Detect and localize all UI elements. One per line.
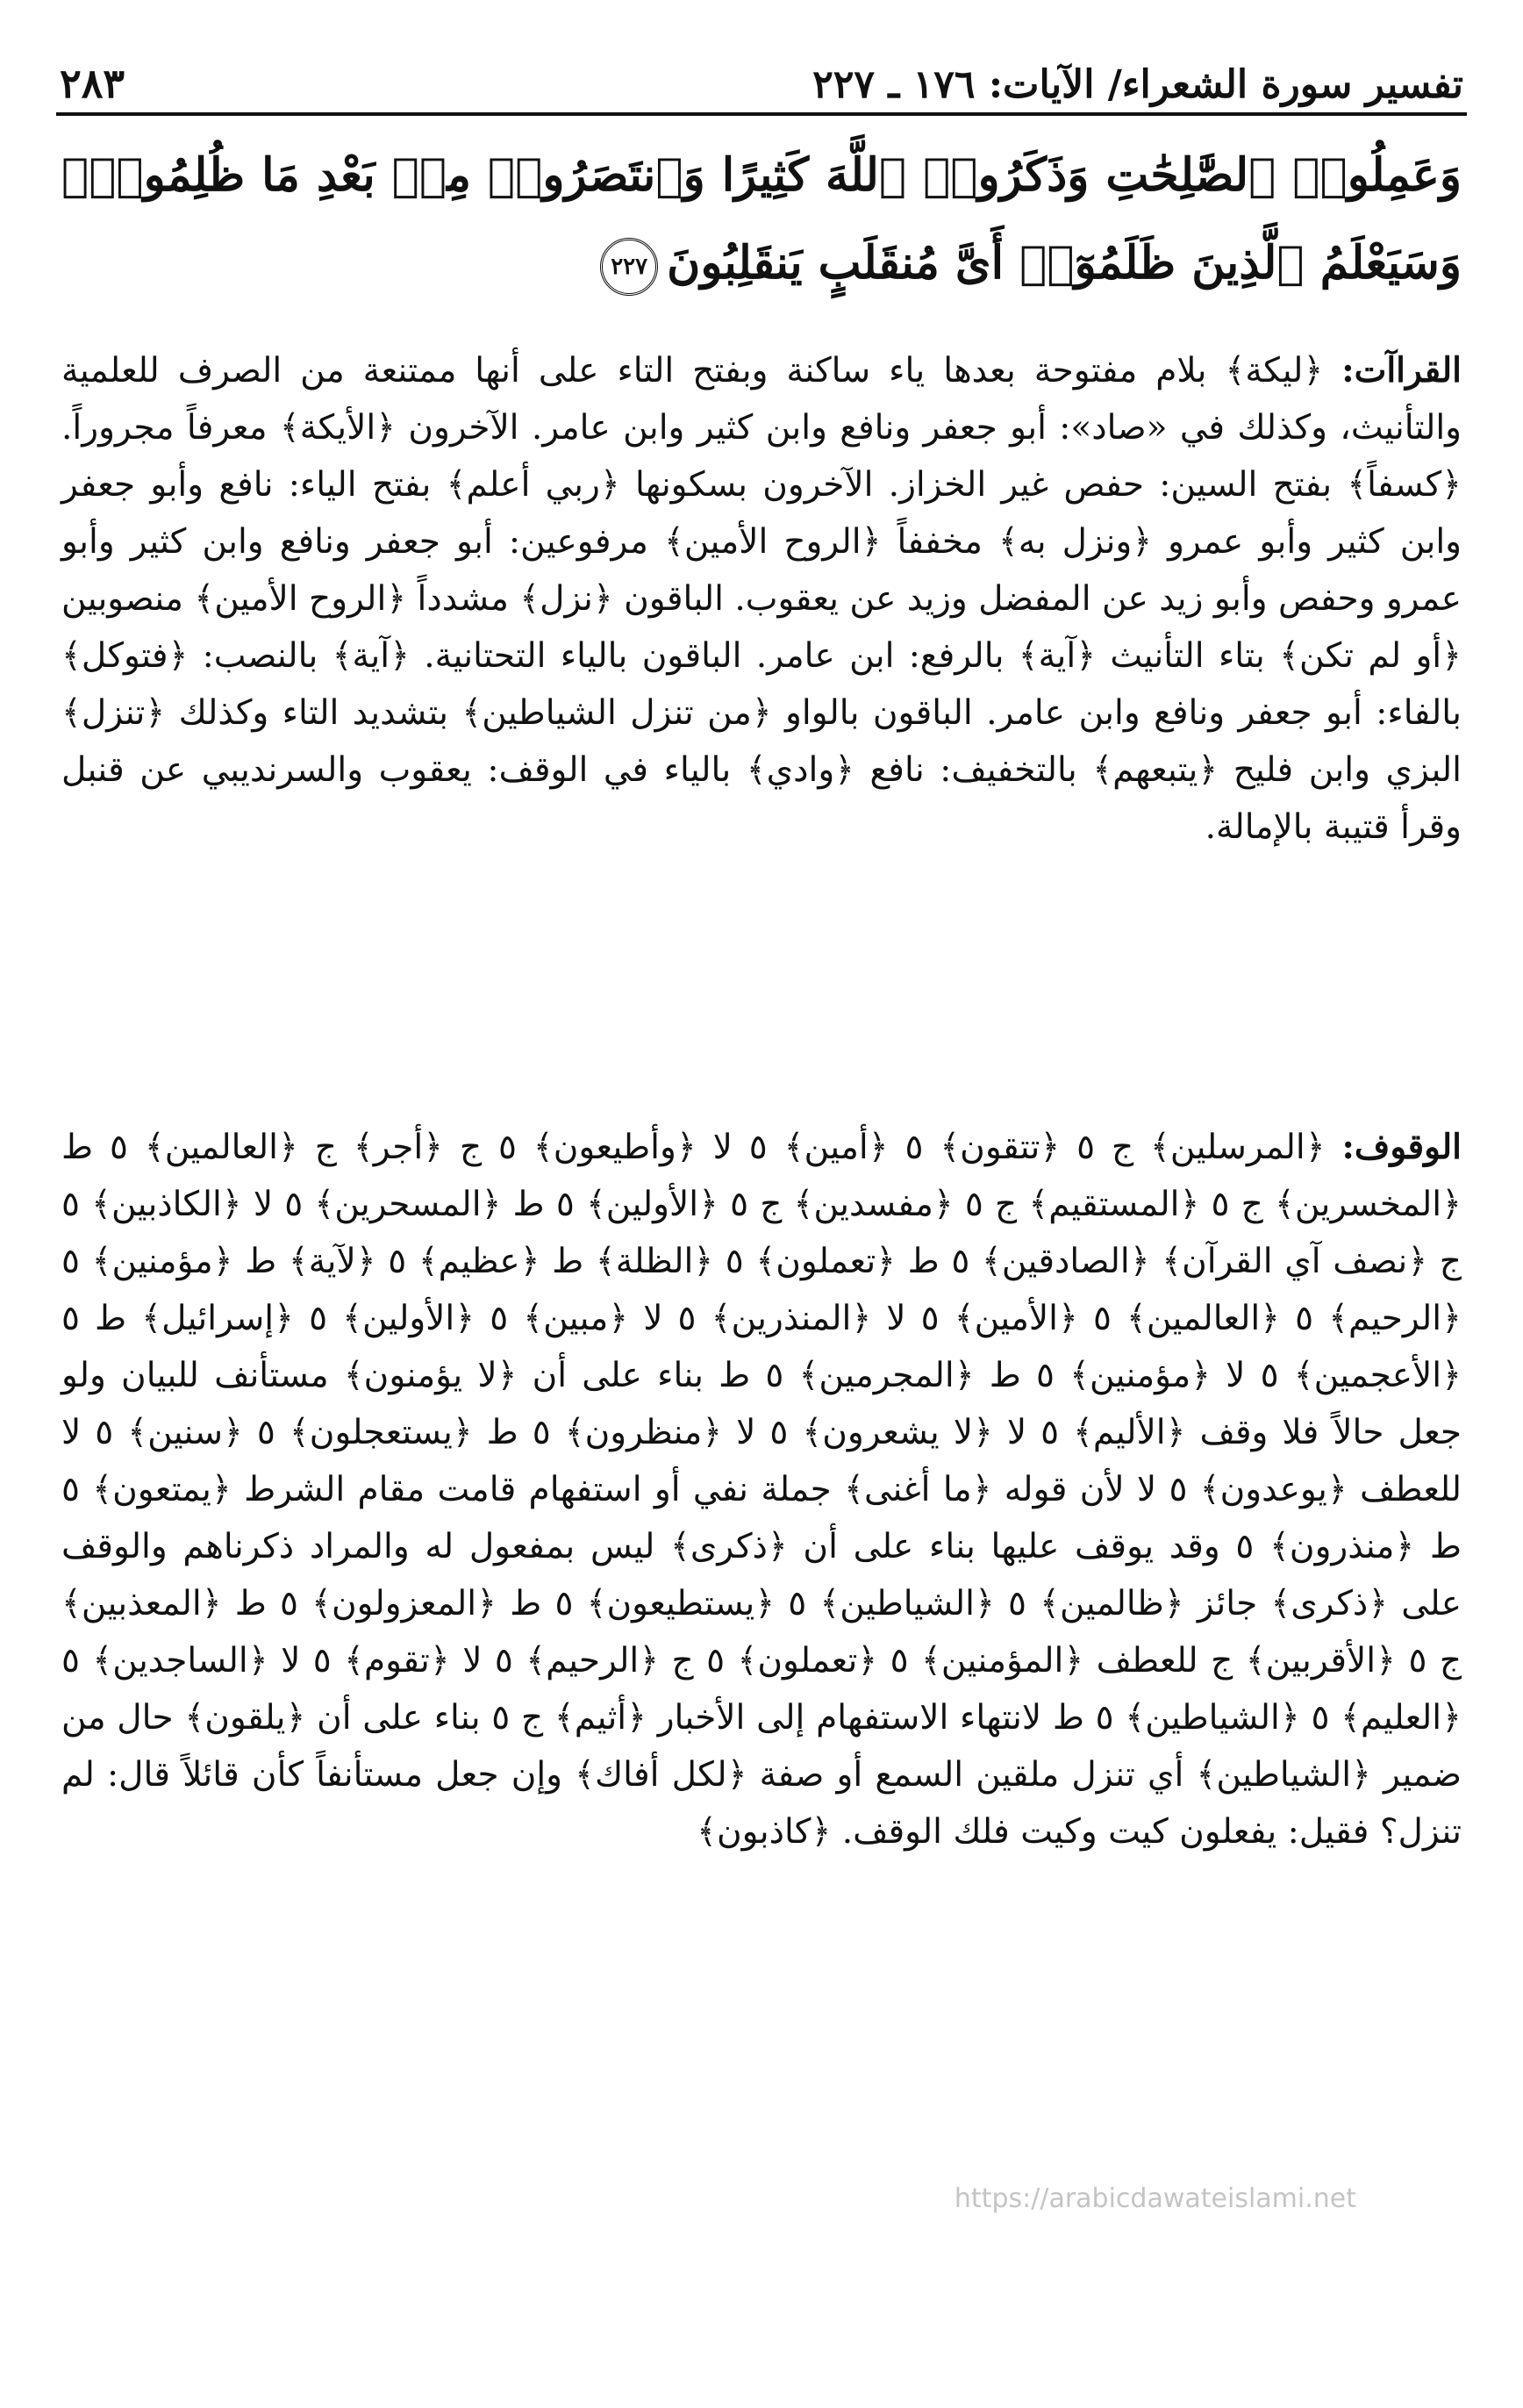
pauses-text: ﴿المرسلين﴾ ج ٥ ﴿تتقون﴾ ٥ ﴿أمين﴾ ٥ لا ﴿وأطيعون﴾ ٥ ج ﴿أجر﴾ ج ﴿العالمين﴾ ٥ ط ﴿المخسرين﴾ ج ٥ ﴿المستقيم﴾ ج ٥ ﴿مفسدين﴾ ج ٥ ﴿الأولين﴾ ٥ ط ﴿المسحرين﴾ ٥ لا ﴿الكاذبين﴾ ٥ ج ﴿نصف آي القرآن﴾ ﴿الصادقين﴾ ٥ ط ﴿تعملون﴾ ٥ ﴿الظلة﴾ ط ﴿عظيم﴾ ٥ ﴿لآية﴾ ط ﴿مؤمنين﴾ ٥ ﴿الرحيم﴾ ٥ ﴿العالمين﴾ ٥ ﴿الأمين﴾ ٥ لا ﴿المنذرين﴾ ٥ لا ﴿مبين﴾ ٥ ﴿الأولين﴾ ٥ ﴿إسرائيل﴾ ط ٥ ﴿الأعجمين﴾ ٥ لا ﴿مؤمنين﴾ ٥ ط ﴿المجرمين﴾ ٥ ط بناء على أن ﴿لا يؤمنون﴾ مستأنف للبيان ولو جعل حالاً فلا وقف ﴿الأليم﴾ ٥ لا ﴿لا يشعرون﴾ ٥ لا ﴿منظرون﴾ ٥ ط ﴿يستعجلون﴾ ٥ ﴿سنين﴾ ٥ لا للعطف ﴿يوعدون﴾ ٥ لا لأن قوله ﴿ما أغنى﴾ جملة نفي أو استفهام قامت مقام الشرط ﴿يمتعون﴾ ٥ ط ﴿منذرون﴾ ٥ وقد يوقف عليها بناء على أن ﴿ذكرى﴾ ليس بمفعول له والمراد ذكرناهم والوقف على ﴿ذكرى﴾ جائز ﴿ظالمين﴾ ٥ ﴿الشياطين﴾ ٥ ﴿يستطيعون﴾ ٥ ط ﴿المعزولون﴾ ٥ ط ﴿المعذبين﴾ ج ٥ ﴿الأقربين﴾ ج للعطف ﴿المؤمنين﴾ ٥ ﴿تعملون﴾ ٥ ج ﴿الرحيم﴾ ٥ لا ﴿تقوم﴾ ٥ لا ﴿الساجدين﴾ ٥ ﴿العليم﴾ ٥ ﴿الشياطين﴾ ٥ ط لانتهاء الاستفهام إلى الأخبار ﴿أثيم﴾ ج ٥ بناء على أن ﴿يلقون﴾ حال من ضمير ﴿الشياطين﴾ أي تنزل ملقين السمع أو صفة ﴿لكل أفاك﴾ وإن جعل مستأنفاً كأن قائلاً قال: لم تنزل؟ فقيل: يفعلون كيت وكيت فلك الوقف. ﴿كاذبون﴾: [61, 1128, 1462, 1852]
watermark-url: https://arabicdawateislami.net: [954, 2183, 1356, 2214]
verse-text: وَعَمِلُوا۟ ٱلصَّٰلِحَٰتِ وَذَكَرُوا۟ ٱللَّهَ كَثِيرًا وَٱنتَصَرُوا۟ مِنۢ بَعْدِ مَا ظُلِمُوا۟ۗ وَسَيَعْلَمُ ٱلَّذِينَ ظَلَمُوٓا۟ أَىَّ مُنقَلَبٍ يَنقَلِبُونَ: [61, 148, 1462, 290]
readings-text: ﴿ليكة﴾ بلام مفتوحة بعدها ياء ساكنة وبفتح التاء على أنها ممتنعة من الصرف للعلمية والتأنيث، وكذلك في «صاد»: أبو جعفر ونافع وابن كثير وابن عامر. الآخرون ﴿الأيكة﴾ معرفاً مجروراً. ﴿كسفاً﴾ بفتح السين: حفص غير الخزاز. الآخرون بسكونها ﴿ربي أعلم﴾ بفتح الياء: نافع وأبو جعفر وابن كثير وأبو عمرو ﴿ونزل به﴾ مخففاً ﴿الروح الأمين﴾ مرفوعين: أبو جعفر ونافع وابن كثير وأبو عمرو وحفص وأبو زيد عن المفضل وزيد عن يعقوب. الباقون ﴿نزل﴾ مشدداً ﴿الروح الأمين﴾ منصوبين ﴿أو لم تكن﴾ بتاء التأنيث ﴿آية﴾ بالرفع: ابن عامر. الباقون بالياء التحتانية. ﴿آية﴾ بالنصب: ﴿فتوكل﴾ بالفاء: أبو جعفر ونافع وابن عامر. الباقون بالواو ﴿من تنزل الشياطين﴾ بتشديد التاء وكذلك ﴿تنزل﴾ البزي وابن فليح ﴿يتبعهم﴾ بالتخفيف: نافع ﴿وادي﴾ بالياء في الوقف: يعقوب والسرنديبي عن قنبل وقرأ قتيبة بالإمالة.: [61, 351, 1462, 847]
page-number: ٢٨٣: [60, 60, 125, 107]
page-header: [60, 46, 1463, 107]
quran-verse: [61, 132, 1462, 307]
pauses-paragraph: [61, 1119, 1462, 1860]
ayah-number-marker: ٢٢٧: [600, 238, 658, 296]
readings-label: القراآت:: [1341, 350, 1462, 391]
pauses-label: الوقوف:: [1341, 1127, 1462, 1167]
readings-paragraph: [61, 342, 1462, 856]
running-title: تفسير سورة الشعراء/ الآيات: ١٧٦ ـ ٢٢٧: [812, 62, 1463, 107]
header-divider: [56, 112, 1467, 116]
